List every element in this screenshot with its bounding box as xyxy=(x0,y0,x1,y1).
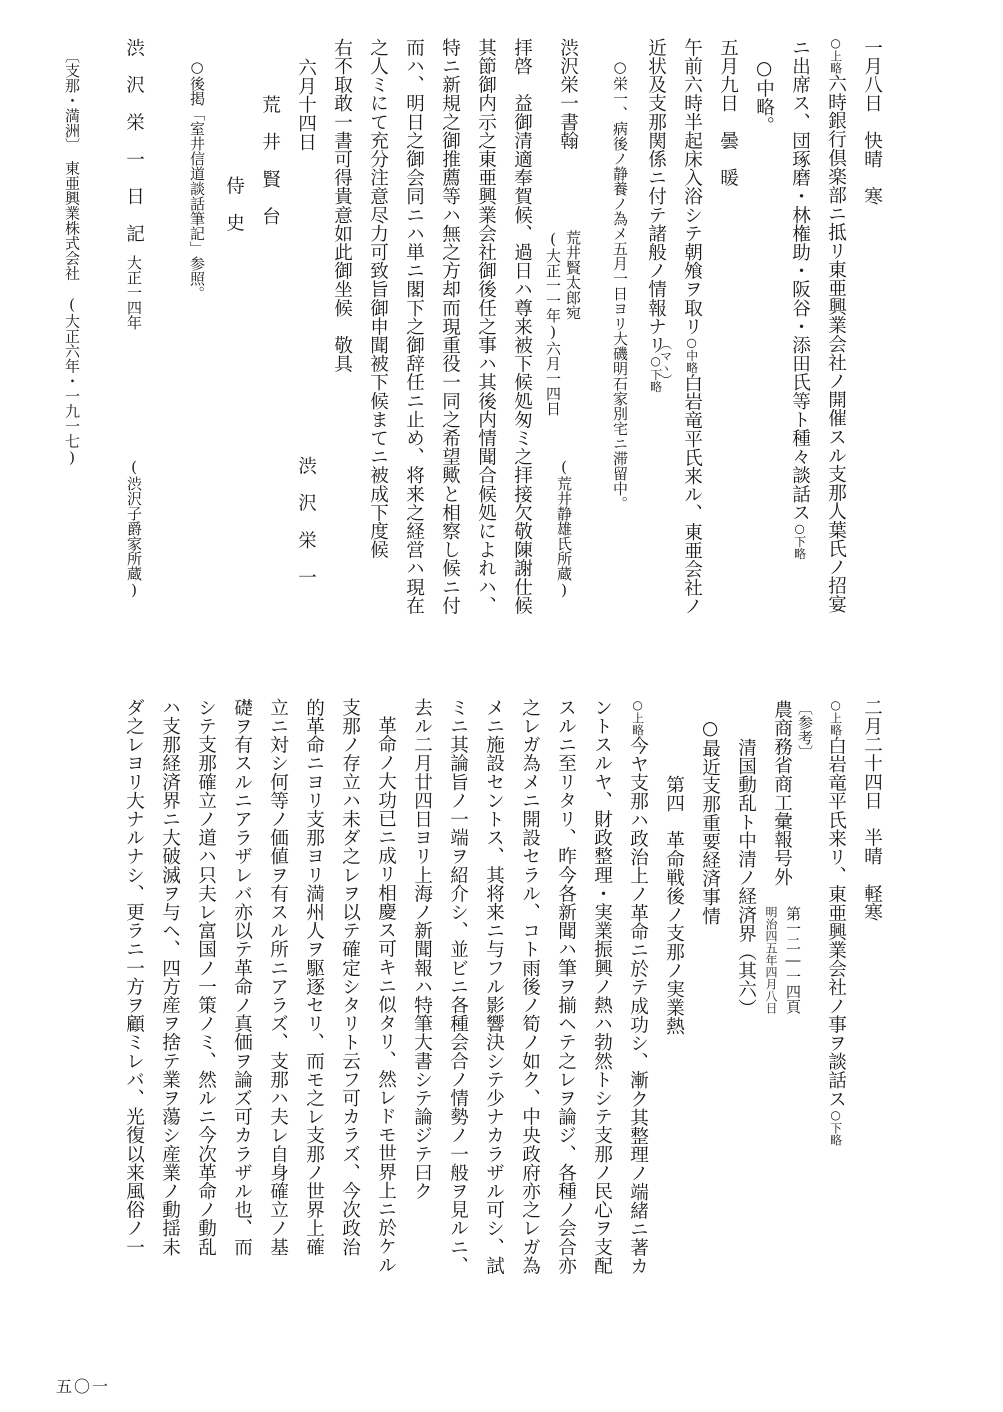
diary-line xyxy=(826,36,845,613)
diary-year: 大正一四年 xyxy=(125,255,143,330)
elision-note: ○中略。 xyxy=(753,58,775,135)
article-heading: 第四 革命戦後ノ支那ノ実業熱 xyxy=(663,775,685,1036)
diary-text: 午前六時半起床入浴シテ朝飧ヲ取リ xyxy=(681,38,703,336)
page-number: 五〇一 xyxy=(56,1377,111,1396)
editor-note: ○栄一、病後ノ静養ノ為メ五月一日ヨリ大磯明石家別宅ニ滞留中。 xyxy=(611,58,629,511)
article-line xyxy=(628,698,647,1275)
diary-text: 白岩竜平氏来リ、東亜興業会社ノ事ヲ談話ス xyxy=(825,736,847,1108)
article-line: 的革命ニヨリ支那ヨリ満州人ヲ駆逐セリ、而モ之レ支那ノ世界上確 xyxy=(303,698,325,1256)
article-line: ハ支那経済界ニ大破滅ヲ与ヘ、四方産ヲ捨テ業ヲ蕩シ産業ノ動揺未 xyxy=(159,698,181,1256)
article-line: 革命ノ大功已ニ成リ相慶ス可キニ似タリ、然レドモ世界上ニ於ケル xyxy=(375,716,397,1274)
elision-mark: ○下略 xyxy=(828,1108,843,1146)
elision-mark: ○上略 xyxy=(828,698,843,736)
article-line: ダ之レヨリ大ナルナシ、更ラニ一方ヲ顧ミレバ、光復以来風俗ノ一 xyxy=(123,698,145,1256)
elision-mark: ○上略 xyxy=(630,698,645,736)
diary-text: 白岩竜平氏来ル、東亜会社ノ xyxy=(681,373,703,616)
elision-mark: ○上略 xyxy=(828,36,843,74)
diary-date-line: 一月八日 快晴 寒 xyxy=(861,38,883,206)
reference-pages: 第一二―一四頁 xyxy=(784,906,802,1014)
diary-line xyxy=(790,38,809,560)
article-line: 立ニ対シ何等ノ価値ヲ有スル所ニアラズ、支那ハ夫レ自身確立ノ基 xyxy=(267,698,289,1256)
source-note: (荒井静雄氏所蔵) xyxy=(555,458,573,599)
article-title: 清国動乱ト中清ノ経済界（其六） xyxy=(735,738,757,1017)
letter-addressee: 荒 井 賢 台 xyxy=(259,95,281,226)
article-line: メニ施設セントス、其将来ニ与フル影響決シテ少ナカラザル可シ、試 xyxy=(483,698,505,1275)
elision-mark: ○下略 xyxy=(792,521,807,560)
letter-line: 特ニ新規之御推薦等ハ無之方却而現重役一同之希望歟と相察し候ニ付 xyxy=(439,38,461,615)
article-line: スルニ至リタリ、昨今各新聞ハ筆ヲ揃ヘテ之レヲ論ジ、各種ノ会合亦 xyxy=(555,698,577,1275)
running-head xyxy=(64,48,79,467)
letter-line: 之人ミにて充分注意尽力可致旨御申聞被下候まてニ被成下度候 xyxy=(367,38,389,559)
article-subtitle: ○最近支那重要経済事情 xyxy=(699,718,721,925)
diary-line xyxy=(682,38,701,615)
letter-line: 而ハ、明日之御会同ニハ単ニ閣下之御辞任ニ止め、将来之経営ハ現在 xyxy=(403,38,425,615)
source-note: (渋沢子爵家所蔵) xyxy=(125,458,143,599)
section-title: 渋沢栄一書翰 xyxy=(557,38,579,150)
editor-note: ○後掲「室井信道談話筆記」参照。 xyxy=(188,58,206,301)
diary-text: 近状及支那関係ニ付テ諸般ノ情報ナリ xyxy=(645,38,667,355)
letter-signature: 渋 沢 栄 一 xyxy=(295,456,317,587)
article-line: ントスルヤ、財政整理・実業振興ノ熱ハ勃然トシテ支那ノ民心ヲ支配 xyxy=(591,698,613,1275)
diary-date-line: 二月二十四日 半晴 軽寒 xyxy=(861,698,883,922)
letter-date-line: 六月十四日 xyxy=(295,58,317,151)
sic-mark: （マヽ） xyxy=(658,338,673,386)
article-line: 之レガ為メニ開設セラル、コト雨後ノ筍ノ如ク、中央政府亦之レガ為 xyxy=(519,698,541,1275)
article-line: 支那ノ存立ハ未ダ之レヲ以テ確定シタリト云フ可カラズ、今次政治 xyxy=(339,698,361,1256)
running-head-title: 東亜興業株式会社 (大正六年・一九一七) xyxy=(63,160,81,467)
reference-tag: 〔参考〕 xyxy=(796,700,814,760)
section-title: 渋 沢 栄 一 日 記 xyxy=(123,38,145,243)
diary-line xyxy=(646,38,665,392)
diary-date-line: 五月九日 曇 暖 xyxy=(717,38,739,187)
letter-line: 右不取敢一書可得貴意如此御坐候 敬具 xyxy=(331,38,353,373)
elision-mark: ○下略 xyxy=(648,354,663,393)
article-line: ミニ其論旨ノ一端ヲ紹介シ、並ビニ各種会合ノ情勢ノ一般ヲ見ルニ、 xyxy=(447,698,469,1275)
diary-text: ニ出席ス、団琢磨・林権助・阪谷・添田氏等ト種々談話ス xyxy=(789,38,811,522)
reference-date: 明治四五年四月八日 xyxy=(764,906,778,1014)
article-line: 礎ヲ有スルニアラザレバ亦以テ革命ノ真価ヲ論ズ可カラザル也、而 xyxy=(231,698,253,1256)
letter-recipient: 荒井賢太郎宛 xyxy=(564,230,582,320)
diary-line xyxy=(826,698,845,1146)
article-line: シテ支那確立ノ道ハ只夫レ富国ノ一策ノミ、然ルニ今次革命ノ動乱 xyxy=(195,698,217,1256)
diary-text: 六時銀行倶楽部ニ抵リ東亜興業会社ノ開催スル支那人葉氏ノ招宴 xyxy=(825,74,847,614)
article-line: 去ル二月廿四日ヨリ上海ノ新聞報ハ特筆大書シテ論ジテ曰ク xyxy=(411,698,433,1201)
article-text: 今ヤ支那ハ政治上ノ革命ニ於テ成功シ、漸ク其整理ノ端緒ニ著カ xyxy=(627,736,649,1276)
letter-date: (大正一一年)六月一四日 xyxy=(544,230,562,416)
letter-honorific: 侍 史 xyxy=(223,176,245,232)
letter-line: 拝啓 益御清適奉賀候、過日ハ尊来被下候処匆ミ之拝接欠敬陳謝仕候 xyxy=(511,38,533,615)
elision-mark: ○中略 xyxy=(684,335,699,374)
running-head-tag: 〔支那・満洲〕 xyxy=(63,48,81,146)
reference-source: 農商務省商工彙報号外 xyxy=(771,700,793,886)
letter-line: 其節御内示之東亜興業会社御後任之事ハ其後内情聞合候処によれハ、 xyxy=(475,38,497,615)
